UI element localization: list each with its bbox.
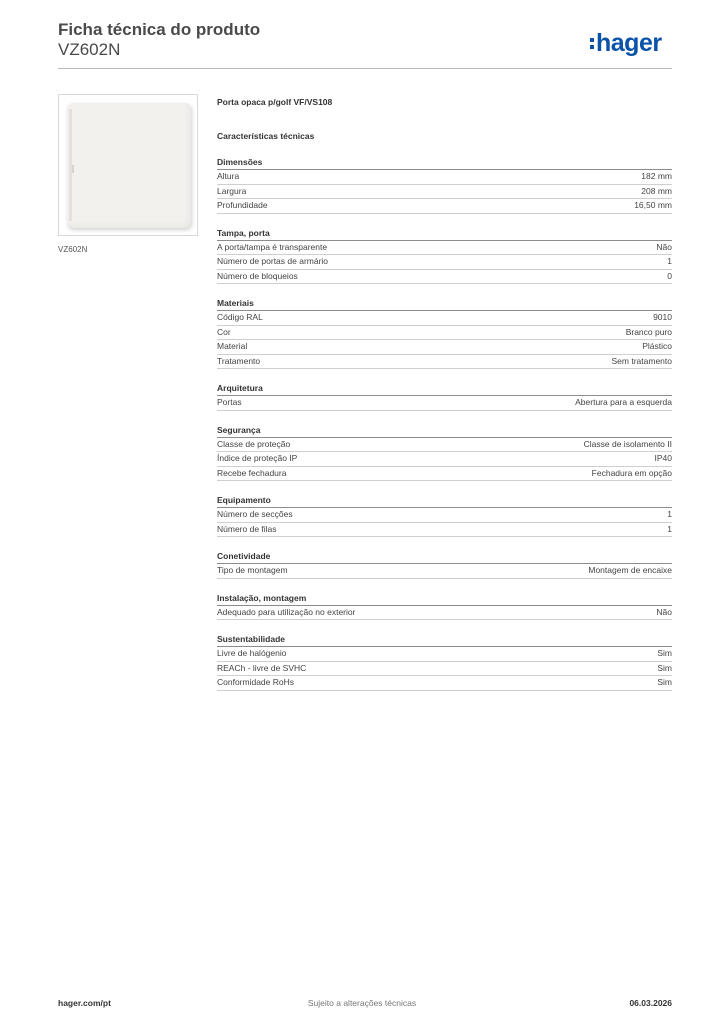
spec-row bbox=[217, 241, 672, 256]
tech-characteristics-title: Características técnicas bbox=[217, 131, 315, 141]
spec-label: Tipo de montagem bbox=[217, 565, 288, 575]
spec-row bbox=[217, 467, 672, 482]
spec-label: Recebe fechadura bbox=[217, 467, 287, 478]
spec-row bbox=[217, 452, 672, 467]
spec-value: Classe de isolamento II bbox=[583, 438, 672, 449]
spec-row bbox=[217, 647, 672, 662]
spec-section bbox=[217, 633, 672, 691]
spec-row bbox=[217, 676, 672, 691]
spec-label: Número de secções bbox=[217, 509, 293, 519]
spec-label: Número de portas de armário bbox=[217, 256, 329, 266]
spec-section bbox=[217, 494, 672, 537]
spec-label: Material bbox=[217, 341, 248, 351]
spec-label: A porta/tampa é transparente bbox=[217, 241, 328, 252]
spec-row bbox=[217, 326, 672, 341]
page-title: Ficha técnica do produto bbox=[58, 20, 261, 39]
section-title: Sustentabilidade bbox=[217, 633, 672, 647]
spec-row bbox=[217, 340, 672, 355]
door-panel-illustration bbox=[67, 103, 191, 228]
spec-label: Número de filas bbox=[217, 523, 277, 534]
spec-sections bbox=[217, 156, 672, 691]
spec-section bbox=[217, 550, 672, 579]
spec-label: Classe de proteção bbox=[217, 438, 291, 449]
spec-value: Não bbox=[656, 241, 672, 252]
spec-label: REACh - livre de SVHC bbox=[217, 662, 307, 673]
spec-label: Número de bloqueios bbox=[217, 270, 298, 281]
spec-row bbox=[217, 185, 672, 200]
spec-section bbox=[217, 297, 672, 369]
spec-row bbox=[217, 355, 672, 370]
spec-label: Altura bbox=[217, 171, 240, 181]
spec-label: Conformidade RoHs bbox=[217, 677, 295, 687]
spec-value: Sim bbox=[657, 648, 672, 658]
section-title: Conetividade bbox=[217, 550, 672, 564]
spec-value: Fechadura em opção bbox=[591, 467, 672, 478]
hager-logo bbox=[590, 28, 662, 58]
section-title: Tampa, porta bbox=[217, 227, 672, 241]
spec-row bbox=[217, 270, 672, 285]
spec-value: Montagem de encaixe bbox=[588, 565, 672, 575]
spec-value: IP40 bbox=[654, 453, 672, 463]
spec-section bbox=[217, 156, 672, 214]
spec-value: 208 mm bbox=[641, 185, 672, 196]
spec-label: Portas bbox=[217, 397, 242, 407]
spec-section bbox=[217, 227, 672, 285]
section-title: Instalação, montagem bbox=[217, 592, 672, 606]
footer-date: 06.03.2026 bbox=[629, 998, 672, 1008]
spec-label: Tratamento bbox=[217, 355, 261, 366]
spec-row bbox=[217, 564, 672, 579]
spec-label: Cor bbox=[217, 326, 231, 337]
spec-value: Branco puro bbox=[625, 326, 672, 337]
spec-value: Sim bbox=[657, 677, 672, 687]
spec-row bbox=[217, 523, 672, 538]
spec-section bbox=[217, 592, 672, 621]
spec-label: Adequado para utilização no exterior bbox=[217, 606, 356, 617]
spec-label: Profundidade bbox=[217, 200, 268, 210]
spec-row bbox=[217, 396, 672, 411]
section-title: Equipamento bbox=[217, 494, 672, 508]
spec-row bbox=[217, 438, 672, 453]
spec-content bbox=[217, 95, 672, 691]
spec-value: 0 bbox=[667, 270, 672, 281]
section-title: Dimensões bbox=[217, 156, 672, 170]
spec-value: Sim bbox=[657, 662, 672, 673]
section-title: Materiais bbox=[217, 297, 672, 311]
section-title: Arquitetura bbox=[217, 382, 672, 396]
spec-value: Não bbox=[656, 606, 672, 617]
product-image bbox=[58, 94, 198, 236]
spec-row bbox=[217, 311, 672, 326]
spec-row bbox=[217, 199, 672, 214]
section-title: Segurança bbox=[217, 424, 672, 438]
spec-label: Índice de proteção IP bbox=[217, 453, 298, 463]
spec-value: 1 bbox=[667, 523, 672, 534]
spec-label: Código RAL bbox=[217, 312, 263, 322]
spec-value: Abertura para a esquerda bbox=[575, 397, 672, 407]
spec-value: Plástico bbox=[642, 341, 672, 351]
spec-row bbox=[217, 170, 672, 185]
footer-disclaimer: Sujeito a alterações técnicas bbox=[307, 998, 417, 1008]
footer-website: hager.com/pt bbox=[58, 998, 111, 1008]
spec-row bbox=[217, 508, 672, 523]
spec-value: 9010 bbox=[653, 312, 672, 322]
spec-row bbox=[217, 255, 672, 270]
spec-section bbox=[217, 382, 672, 411]
spec-label: Livre de halógenio bbox=[217, 648, 287, 658]
logo-text: hager bbox=[596, 29, 662, 57]
product-name: Porta opaca p/golf VF/VS108 bbox=[217, 97, 333, 107]
spec-value: Sem tratamento bbox=[611, 355, 672, 366]
spec-row bbox=[217, 662, 672, 677]
spec-value: 182 mm bbox=[641, 171, 672, 181]
spec-label: Largura bbox=[217, 185, 247, 196]
product-code: VZ602N bbox=[58, 40, 121, 59]
spec-value: 1 bbox=[667, 509, 672, 519]
spec-row bbox=[217, 606, 672, 621]
spec-value: 16,50 mm bbox=[634, 200, 672, 210]
spec-section bbox=[217, 424, 672, 482]
spec-value: 1 bbox=[667, 256, 672, 266]
image-caption: VZ602N bbox=[58, 245, 88, 254]
header-divider bbox=[58, 68, 672, 69]
logo-dots-icon bbox=[590, 38, 594, 52]
